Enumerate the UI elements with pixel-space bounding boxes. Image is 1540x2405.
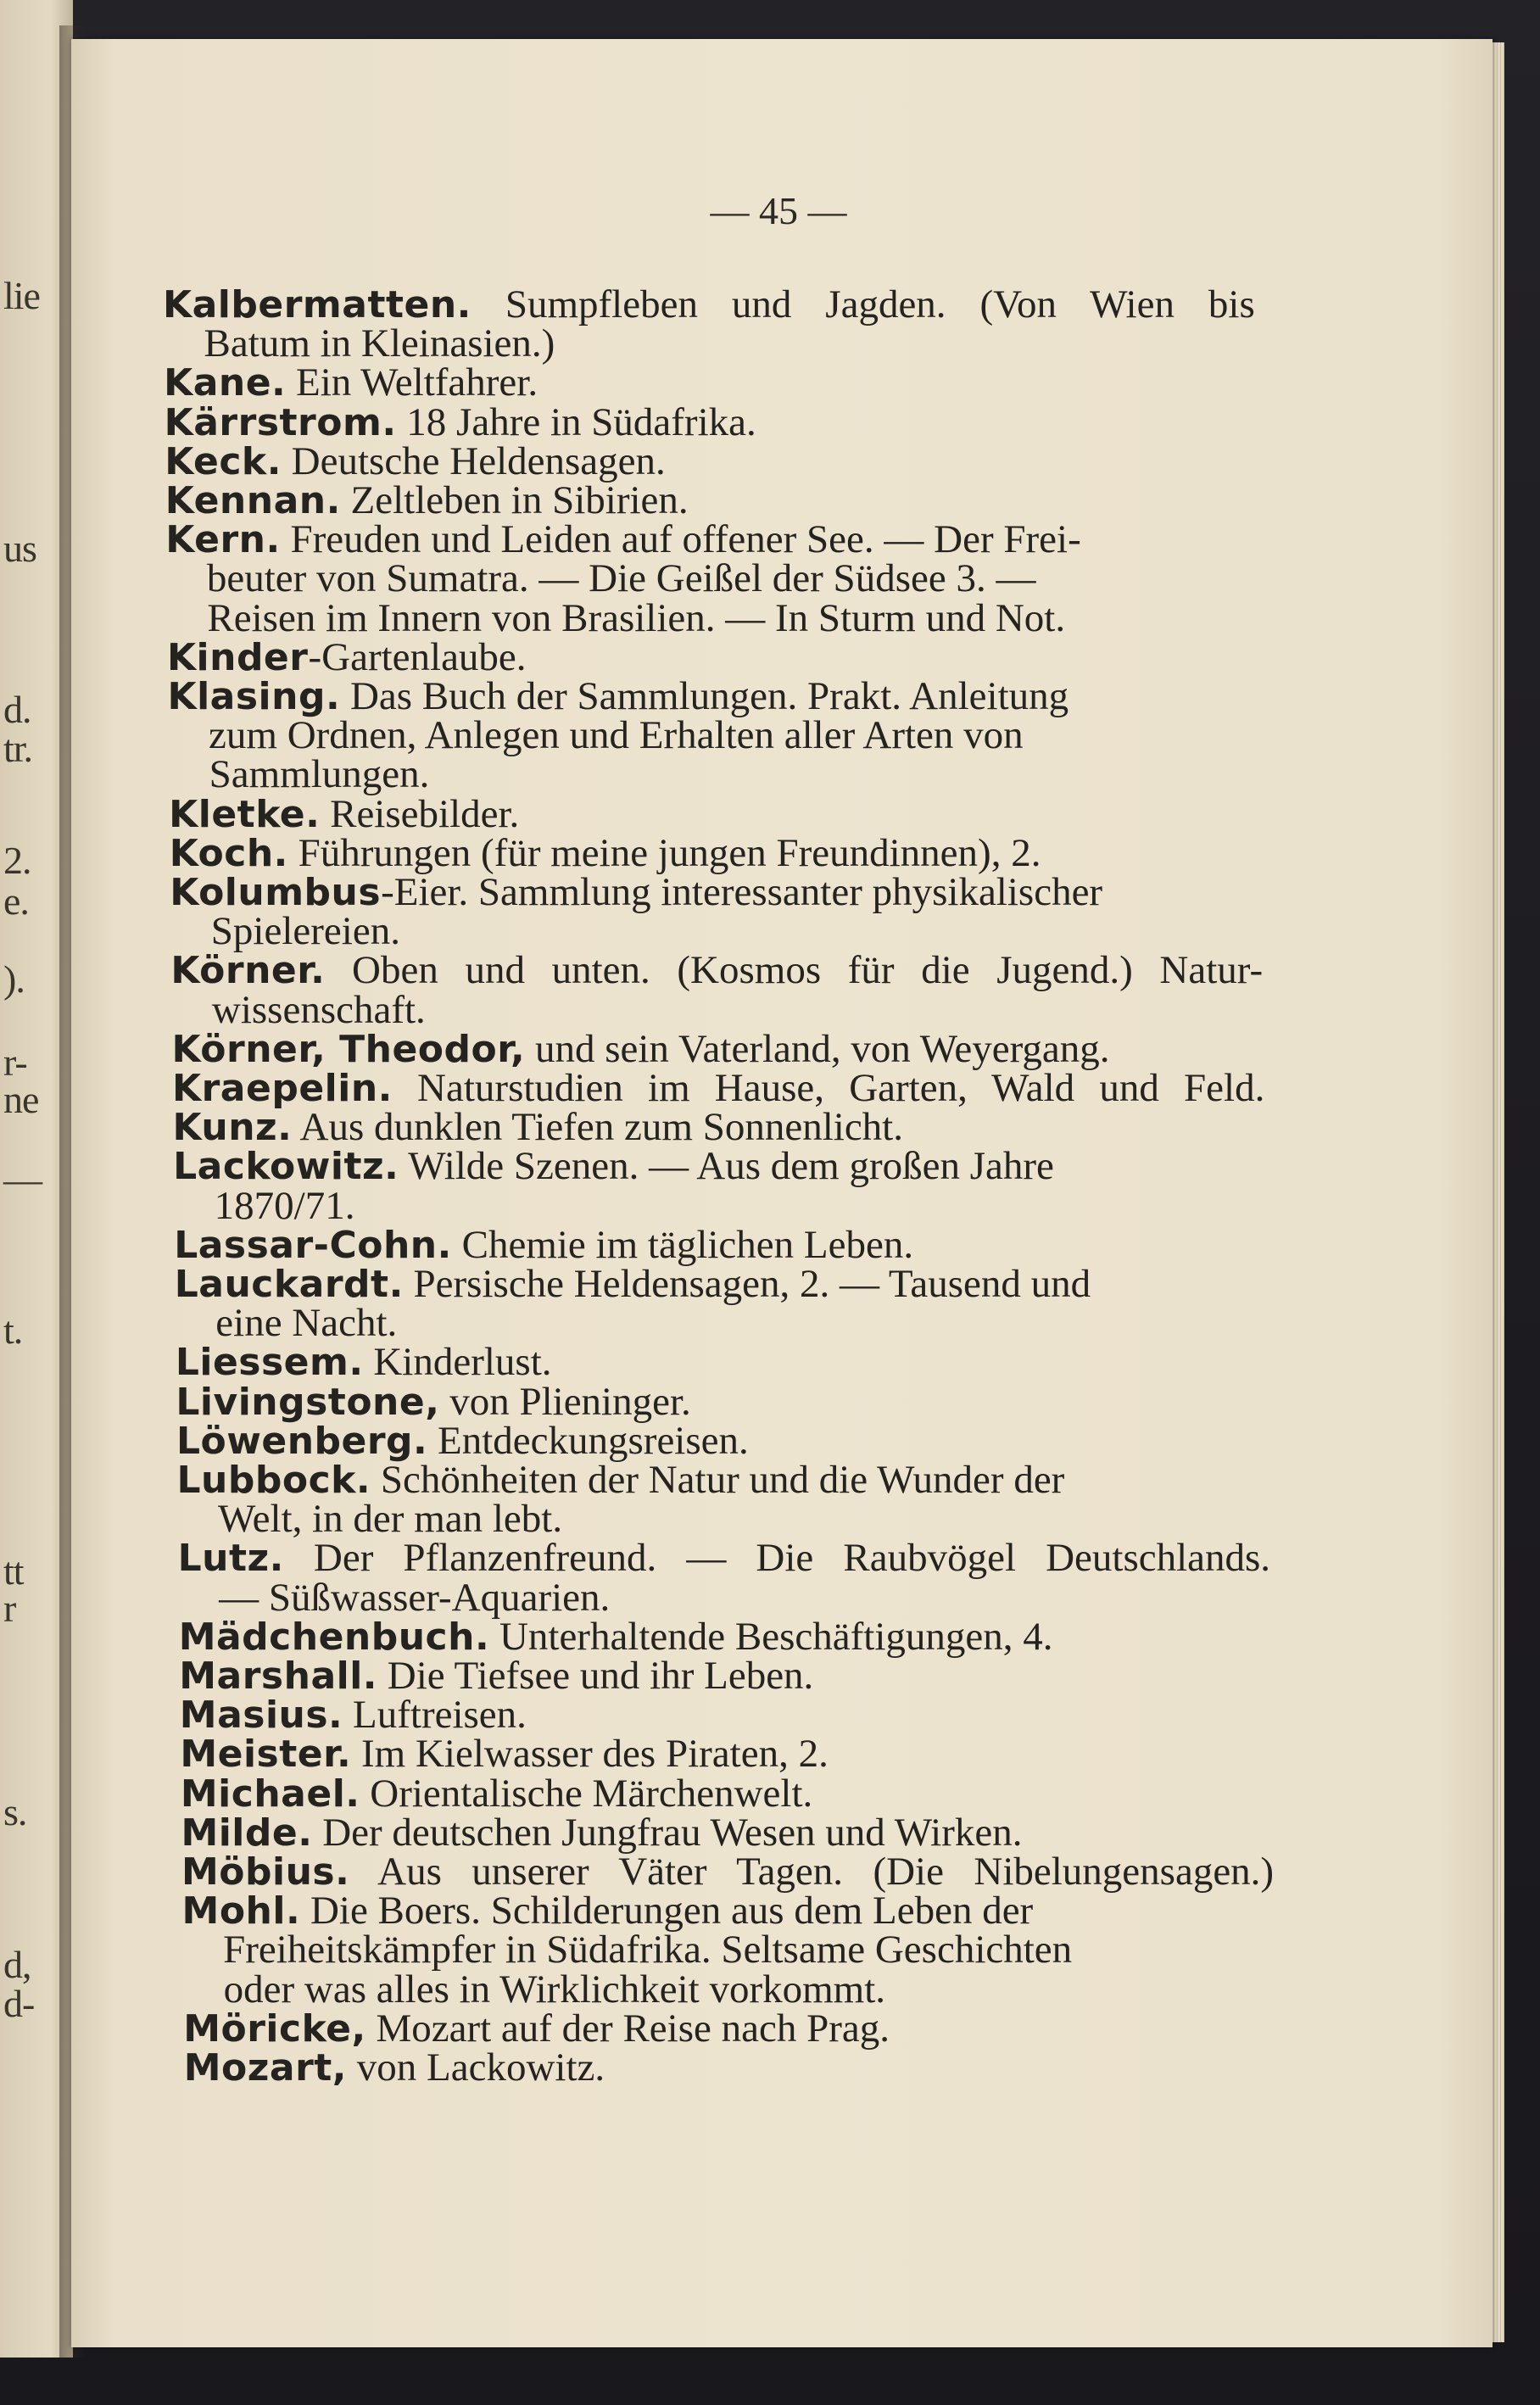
prev-page-fragment: lie (3, 274, 40, 317)
entry-continuation-line (214, 1183, 355, 1228)
entry-author: Michael. (180, 1772, 360, 1816)
entry-text: Entdeckungsreisen. (427, 1418, 749, 1463)
entry-continuation-line (211, 987, 426, 1032)
entry-line (179, 1654, 814, 1698)
prev-page-fragment: tr. (3, 727, 33, 770)
entry-text: Kinderlust. (363, 1340, 552, 1385)
entry-author: Körner, Theodor, (171, 1027, 526, 1071)
entry-line (183, 2006, 890, 2051)
entry-text: Batum in Kleinasien.) (204, 321, 555, 366)
prev-page-fragment: ne (3, 1078, 39, 1121)
entry-text: Wilde Szenen. — Aus dem großen Jahre (399, 1144, 1054, 1189)
entry-line (176, 1418, 749, 1463)
entry-text: Deutsche Heldensagen. (281, 438, 666, 483)
entry-continuation-line (209, 713, 1024, 758)
entry-continuation-line (207, 595, 1066, 640)
entry-line (164, 399, 756, 444)
prev-page-fragment: d- (3, 1982, 35, 2025)
entry-line (166, 634, 527, 679)
entry-text: Freuden und Leiden auf offener See. — Der Frei- (280, 517, 1081, 562)
entry-text: von Lackowitz. (347, 2045, 605, 2090)
entry-author: Mädchenbuch. (178, 1615, 490, 1659)
entry-text: 18 Jahre in Südafrika. (396, 399, 756, 444)
prev-page-fragment: tt (3, 1549, 24, 1593)
prev-page-fragment: d, (3, 1943, 31, 1986)
entry-author: Kinder (166, 635, 309, 679)
entry-text: oder was alles in Wirklichkeit vorkommt. (223, 1967, 886, 2012)
page-number: — 45 — (710, 189, 847, 232)
entry-text: Die Tiefsee und ihr Leben. (377, 1654, 814, 1698)
entry-continuation-line (223, 1928, 1073, 1973)
entry-author: Livingstone, (176, 1380, 440, 1424)
entry-author: Kunz. (172, 1106, 293, 1150)
entry-continuation-line (204, 321, 555, 366)
entry-author: Löwenberg. (176, 1419, 428, 1463)
prev-page-fragment: t. (3, 1309, 23, 1352)
entry-author: Lauckardt. (174, 1263, 404, 1306)
entry-text: Persische Heldensagen, 2. — Tausend und (403, 1262, 1091, 1306)
entry-line (165, 438, 666, 483)
entry-author: Liessem. (175, 1341, 364, 1385)
entry-line (181, 1889, 1034, 1933)
entry-author: Kolumbus (170, 871, 382, 914)
entry-text: Der deutschen Jungfrau Wesen und Wirken. (312, 1810, 1023, 1855)
entry-text: -Eier. Sammlung interessanter physikalischer (381, 870, 1103, 914)
entry-author: Masius. (179, 1694, 343, 1738)
entry-text: wissenschaft. (211, 987, 426, 1032)
entry-line (170, 948, 1264, 993)
entry-author: Kern. (165, 518, 281, 562)
entry-line (172, 1066, 1265, 1110)
entry-text: Schönheiten der Natur und die Wunder der (371, 1458, 1065, 1502)
entry-author: Mozart, (183, 2046, 348, 2090)
entry-text: Spielereien. (210, 909, 400, 954)
entry-line (170, 870, 1103, 914)
entry-author: Kane. (164, 361, 287, 405)
prev-page-fragment: e. (3, 879, 29, 923)
entry-line (174, 1262, 1091, 1306)
entry-text: Mozart auf der Reise nach Prag. (365, 2006, 890, 2051)
entry-author: Kärrstrom. (164, 400, 397, 444)
entry-author: Klasing. (167, 675, 341, 718)
entry-author: Keck. (165, 439, 282, 483)
prev-page-fragment: r (3, 1587, 16, 1630)
entry-text: Unterhaltende Beschäftigungen, 4. (489, 1614, 1053, 1659)
prev-page-fragment: 2. (3, 839, 31, 882)
entry-line (177, 1536, 1271, 1581)
entry-author: Möbius. (181, 1850, 350, 1894)
entry-text: Die Boers. Schilderungen aus dem Leben der (300, 1889, 1034, 1933)
entry-continuation-line (223, 1967, 886, 2012)
entry-continuation-line (210, 909, 400, 954)
prev-page-fragment: us (3, 527, 36, 570)
entry-line (181, 1810, 1023, 1855)
entry-continuation-line (206, 556, 1036, 601)
entry-author: Körner. (170, 949, 326, 993)
entry-author: Lackowitz. (173, 1145, 399, 1189)
entry-text: Zeltleben in Sibirien. (340, 478, 689, 522)
entry-text: Sumpfleben und Jagden. (Von Wien bis (471, 282, 1255, 326)
entry-line (167, 674, 1069, 718)
prev-page-fragment: ). (3, 957, 25, 1001)
entry-author: Lassar-Cohn. (174, 1223, 452, 1267)
entry-text: Aus unserer Väter Tagen. (Die Nibelungensagen.) (349, 1850, 1275, 1894)
entry-line (181, 1850, 1275, 1894)
entry-author: Koch. (169, 831, 288, 875)
entry-line (174, 1222, 914, 1267)
entry-line (165, 478, 689, 522)
index-entries (71, 282, 1493, 2235)
entry-author: Lutz. (177, 1537, 284, 1581)
entry-author: Mohl. (181, 1889, 301, 1933)
entry-line (180, 1732, 829, 1777)
entry-text: Reisebilder. (320, 791, 520, 836)
entry-text: — Süßwasser-Aquarien. (219, 1575, 611, 1620)
entry-text: 1870/71. (214, 1183, 355, 1228)
entry-text: Sammlungen. (209, 752, 430, 797)
entry-author: Milde. (181, 1811, 313, 1855)
entry-text: und sein Vaterland, von Weyergang. (525, 1026, 1110, 1071)
entry-line (172, 1105, 903, 1150)
entry-text: Chemie im täglichen Leben. (451, 1222, 914, 1267)
entry-text: Oben und unten. (Kosmos für die Jugend.) Natur- (325, 948, 1264, 993)
entry-author: Meister. (180, 1733, 352, 1777)
entry-text: Naturstudien im Hause, Garten, Wald und Feld. (392, 1066, 1265, 1110)
entry-line (169, 830, 1041, 875)
entry-author: Kletke. (169, 792, 321, 836)
entry-line (165, 517, 1081, 562)
entry-text: von Plieninger. (439, 1379, 691, 1424)
entry-text: beuter von Sumatra. — Die Geißel der Südsee 3. — (206, 556, 1036, 601)
book-page (71, 39, 1493, 2347)
entry-author: Kalbermatten. (163, 283, 471, 326)
prev-page-fragment: — (3, 1158, 42, 1201)
entry-text: Ein Weltfahrer. (286, 360, 538, 405)
entry-line (171, 1026, 1110, 1071)
entry-continuation-line (218, 1497, 563, 1542)
entry-line (169, 791, 520, 836)
entry-text: Welt, in der man lebt. (218, 1497, 563, 1542)
entry-continuation-line (219, 1575, 611, 1620)
entry-line (178, 1614, 1053, 1659)
entry-text: eine Nacht. (215, 1301, 398, 1346)
entry-line (173, 1144, 1054, 1189)
entry-text: Der Pflanzenfreund. — Die Raubvögel Deutschlands. (283, 1536, 1271, 1581)
entry-text: Orientalische Märchenwelt. (360, 1771, 813, 1816)
prev-page-fragment: d. (3, 688, 31, 731)
entry-line (175, 1340, 552, 1385)
entry-continuation-line (209, 752, 430, 797)
entry-continuation-line (215, 1301, 398, 1346)
entry-line (164, 360, 538, 405)
entry-author: Marshall. (179, 1654, 378, 1698)
entry-line (179, 1693, 527, 1738)
entry-text: Luftreisen. (343, 1693, 527, 1738)
entry-text: Im Kielwasser des Piraten, 2. (351, 1732, 829, 1777)
entry-text: Aus dunklen Tiefen zum Sonnenlicht. (292, 1105, 903, 1150)
entry-line (183, 2045, 605, 2090)
entry-author: Kennan. (165, 479, 341, 522)
entry-text: Führungen (für meine jungen Freundinnen), 2. (287, 830, 1041, 875)
entry-author: Möricke, (183, 2006, 366, 2051)
entry-text: Reisen im Innern von Brasilien. — In Sturm und Not. (207, 595, 1066, 640)
entry-line (163, 282, 1255, 326)
prev-page-fragment: s. (3, 1790, 27, 1833)
entry-author: Kraepelin. (172, 1067, 393, 1110)
entry-text: -Gartenlaube. (308, 634, 527, 679)
entry-line (176, 1379, 691, 1424)
entry-line (176, 1458, 1065, 1502)
entry-text: Freiheitskämpfer in Südafrika. Seltsame Geschichten (223, 1928, 1073, 1973)
entry-author: Lubbock. (176, 1459, 371, 1502)
prev-page-fragment: r- (3, 1041, 27, 1084)
entry-text: zum Ordnen, Anlegen und Erhalten aller Arten von (209, 713, 1024, 758)
entry-line (180, 1771, 813, 1816)
entry-text: Das Buch der Sammlungen. Prakt. Anleitung (340, 674, 1069, 718)
